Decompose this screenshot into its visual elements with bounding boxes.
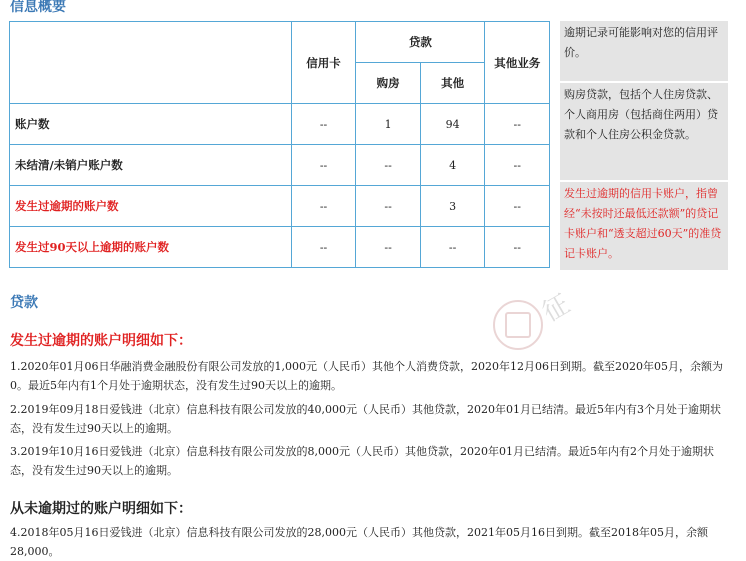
cell-credit-card: -- <box>291 145 356 186</box>
header-credit-card: 信用卡 <box>291 22 356 104</box>
header-other-business: 其他业务 <box>485 22 550 104</box>
cell-credit-card: -- <box>291 186 356 227</box>
table-row <box>10 145 550 186</box>
summary-table <box>9 21 550 268</box>
table-row <box>10 227 550 268</box>
normal-accounts-title: 从未逾期过的账户明细如下： <box>10 501 192 517</box>
row-label: 发生过90天以上逾期的账户数 <box>10 227 292 268</box>
header-housing: 购房 <box>356 63 421 104</box>
overdue-account-item: 1.2020年01月06日华融消费金融股份有限公司发放的1,000元（人民币）其他个人消费贷款，2020年12月06日到期。截至2020年05月，余额为0。最近5年内有1个月处于逾期状态，没有发生过90天以上的逾期。 <box>10 360 723 392</box>
table-row <box>10 104 550 145</box>
row-label: 账户数 <box>10 104 292 145</box>
overdue-accounts-title: 发生过逾期的账户明细如下： <box>10 333 192 349</box>
header-other: 其他 <box>420 63 485 104</box>
cell-other-business: -- <box>485 186 550 227</box>
row-label: 发生过逾期的账户数 <box>10 186 292 227</box>
cell-credit-card: -- <box>291 104 356 145</box>
row-label: 未结清/未销户账户数 <box>10 145 292 186</box>
watermark-seal <box>493 300 543 350</box>
overdue-account-item: 3.2019年10月16日爱钱进（北京）信息科技有限公司发放的8,000元（人民币）其他贷款，2020年01月已结清。最近5年内有2个月处于逾期状态，没有发生过90天以上的逾期。 <box>10 445 714 477</box>
normal-account-item: 4.2018年05月16日爱钱进（北京）信息科技有限公司发放的28,000元（人民币）其他贷款，2021年05月16日到期。截至2018年05月，余额28,000。 <box>10 526 708 558</box>
table-row <box>10 186 550 227</box>
cell-housing: 1 <box>356 104 421 145</box>
note-overdue-credit-card: 发生过逾期的信用卡账户，指曾经“未按时还最低还款额”的贷记卡账户和“透支超过60天”的准贷记卡账户。 <box>560 182 728 270</box>
corner-cell <box>10 22 292 104</box>
cell-other: 94 <box>420 104 485 145</box>
loans-section-title: 贷款 <box>10 295 38 311</box>
overdue-account-item: 2.2019年09月18日爱钱进（北京）信息科技有限公司发放的40,000元（人民币）其他贷款，2020年01月已结清。最近5年内有3个月处于逾期状态，没有发生过90天以上的逾期。 <box>10 403 721 435</box>
cell-other: 4 <box>420 145 485 186</box>
cell-other: 3 <box>420 186 485 227</box>
cell-other-business: -- <box>485 145 550 186</box>
cell-credit-card: -- <box>291 227 356 268</box>
note-housing-loan: 购房贷款，包括个人住房贷款、个人商用房（包括商住两用）贷款和个人住房公积金贷款。 <box>560 83 728 180</box>
watermark-glyph: 征 <box>537 289 576 329</box>
cell-other-business: -- <box>485 227 550 268</box>
cell-other: -- <box>420 227 485 268</box>
header-loan: 贷款 <box>356 22 485 63</box>
cell-housing: -- <box>356 186 421 227</box>
summary-section-title: 信息概要 <box>10 0 66 15</box>
cell-other-business: -- <box>485 104 550 145</box>
cell-housing: -- <box>356 227 421 268</box>
cell-housing: -- <box>356 145 421 186</box>
note-overdue-impact: 逾期记录可能影响对您的信用评价。 <box>560 21 728 81</box>
